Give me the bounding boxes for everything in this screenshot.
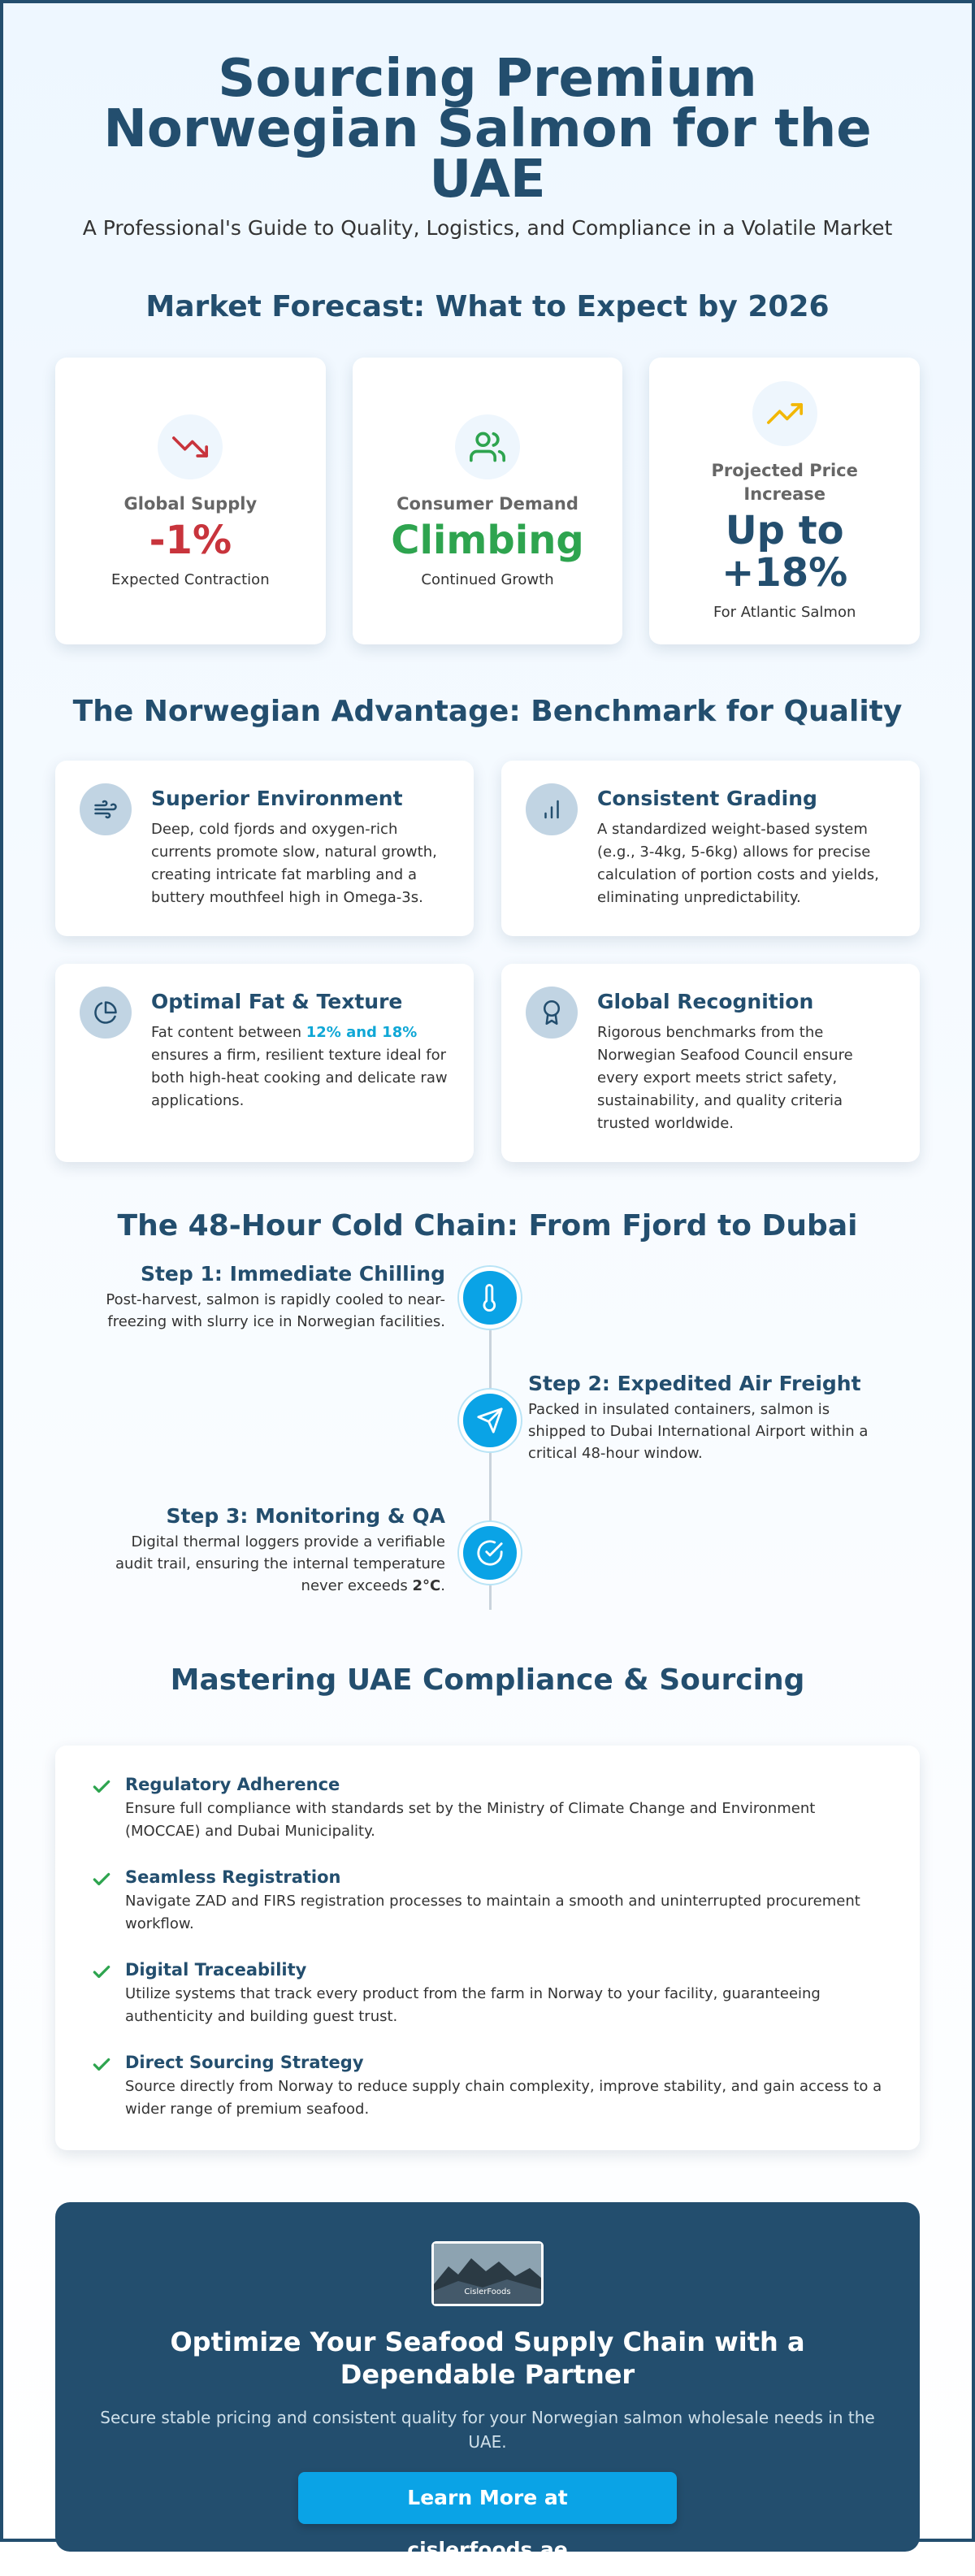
compliance-item xyxy=(91,1960,884,2028)
compliance-title: Direct Sourcing Strategy xyxy=(125,2053,364,2072)
step-desc: Post-harvest, salmon is rapidly cooled to near-freezing with slurry ice in Norwegian facilities. xyxy=(106,1291,445,1330)
check-circle-icon xyxy=(459,1522,521,1584)
forecast-cards xyxy=(3,358,972,644)
advantage-card-environment xyxy=(55,761,474,936)
coldchain-section-title: The 48-Hour Cold Chain: From Fjord to Dubai xyxy=(117,1209,858,1242)
step-desc xyxy=(96,1531,445,1597)
logo-text: CislerFoods xyxy=(464,2288,511,2296)
award-icon xyxy=(526,987,578,1039)
advantage-title: Global Recognition xyxy=(597,990,814,1013)
pie-chart-icon xyxy=(80,987,132,1039)
check-icon xyxy=(91,1960,125,2028)
step-title: Step 1: Immediate Chilling xyxy=(140,1262,445,1286)
advantage-title: Consistent Grading xyxy=(597,787,817,810)
compliance-desc: Source directly from Norway to reduce supply chain complexity, improve stability, and gain access to a wider range of premium seafood. xyxy=(125,2078,882,2118)
send-icon xyxy=(459,1390,521,1451)
advantage-title: Optimal Fat & Texture xyxy=(151,990,403,1013)
advantage-desc: A standardized weight-based system (e.g., 3-4kg, 5-6kg) allows for precise calculation of portion costs and yields, eliminating unpredictability. xyxy=(597,821,879,906)
forecast-card-demand xyxy=(353,358,623,644)
advantage-desc: Deep, cold fjords and oxygen-rich currents promote slow, natural growth, creating intricate fat marbling and a buttery mouthfeel high in Omega-3s. xyxy=(151,821,437,906)
advantage-grid xyxy=(3,761,972,1162)
forecast-value: Up to +18% xyxy=(722,508,848,596)
wind-icon xyxy=(80,783,132,835)
step-desc: Packed in insulated containers, salmon is shipped to Dubai International Airport within a critical 48-hour window. xyxy=(528,1401,869,1462)
timeline-step-2 xyxy=(528,1372,878,1464)
advantage-card-recognition xyxy=(501,964,920,1162)
forecast-caption: Continued Growth xyxy=(421,570,554,588)
compliance-desc: Navigate ZAD and FIRS registration processes to maintain a smooth and uninterrupted procurement workflow. xyxy=(125,1893,860,1932)
coldchain-timeline xyxy=(3,1262,972,1620)
compliance-item xyxy=(91,1867,884,1936)
page-subtitle: A Professional's Guide to Quality, Logistics, and Compliance in a Volatile Market xyxy=(82,216,893,240)
cta-banner xyxy=(55,2202,920,2561)
step-desc-part: Digital thermal loggers provide a verifiable audit trail, ensuring the internal temperature never exceeds xyxy=(115,1533,445,1594)
advantage-desc-part: Fat content between xyxy=(151,1024,306,1041)
thermometer-icon xyxy=(459,1267,521,1329)
compliance-title: Seamless Registration xyxy=(125,1867,341,1887)
compliance-title: Regulatory Adherence xyxy=(125,1775,340,1794)
advantage-card-grading xyxy=(501,761,920,936)
forecast-label: Consumer Demand xyxy=(396,493,578,514)
step-title: Step 3: Monitoring & QA xyxy=(166,1504,445,1528)
timeline-step-1 xyxy=(96,1262,445,1333)
learn-more-button[interactable]: Learn More at cislerfoods.ae xyxy=(298,2472,677,2524)
fat-percentage-highlight: 12% and 18% xyxy=(306,1024,418,1041)
page-title: Sourcing Premium Norwegian Salmon for the UAE xyxy=(103,49,872,210)
advantage-section-title: The Norwegian Advantage: Benchmark for Quality xyxy=(72,695,903,728)
advantage-card-fat-texture xyxy=(55,964,474,1162)
forecast-card-price xyxy=(649,358,920,644)
compliance-desc: Utilize systems that track every product from the farm in Norway to your facility, guaranteeing authenticity and building guest trust. xyxy=(125,1985,821,2025)
cta-subtitle: Secure stable pricing and consistent quality for your Norwegian salmon wholesale needs in the UAE. xyxy=(100,2408,875,2452)
users-icon xyxy=(455,414,520,479)
compliance-card xyxy=(55,1746,920,2150)
compliance-section-title: Mastering UAE Compliance & Sourcing xyxy=(170,1663,805,1697)
compliance-item xyxy=(91,2053,884,2121)
forecast-caption: For Atlantic Salmon xyxy=(713,604,856,621)
advantage-desc-part: ensures a firm, resilient texture ideal for both high-heat cooking and delicate raw applications. xyxy=(151,1047,448,1109)
timeline-step-3 xyxy=(96,1504,445,1597)
cislerfoods-logo xyxy=(431,2241,544,2306)
step-title: Step 2: Expedited Air Freight xyxy=(528,1372,861,1395)
step-desc-part: . xyxy=(440,1577,445,1594)
compliance-desc: Ensure full compliance with standards set by the Ministry of Climate Change and Environment (MOCCAE) and Dubai Municipality. xyxy=(125,1800,816,1840)
forecast-card-supply xyxy=(55,358,326,644)
check-icon xyxy=(91,2053,125,2121)
max-temperature: 2°C xyxy=(412,1577,441,1594)
advantage-desc: Rigorous benchmarks from the Norwegian Seafood Council ensure every export meets strict safety, sustainability, and quality criteria trusted worldwide. xyxy=(597,1024,853,1132)
forecast-value: -1% xyxy=(149,517,232,563)
compliance-title: Digital Traceability xyxy=(125,1960,307,1980)
forecast-section-title: Market Forecast: What to Expect by 2026 xyxy=(145,290,830,323)
trending-down-icon xyxy=(158,414,223,479)
check-icon xyxy=(91,1867,125,1936)
trending-up-icon xyxy=(752,381,817,446)
forecast-label: Global Supply xyxy=(124,493,258,514)
compliance-item xyxy=(91,1775,884,1843)
forecast-value: Climbing xyxy=(391,517,584,563)
check-icon xyxy=(91,1775,125,1843)
forecast-label: Projected Price Increase xyxy=(711,461,858,504)
forecast-caption: Expected Contraction xyxy=(111,570,270,588)
bar-chart-icon xyxy=(526,783,578,835)
cta-title: Optimize Your Seafood Supply Chain with a Dependable Partner xyxy=(170,2327,805,2390)
advantage-title: Superior Environment xyxy=(151,787,403,810)
advantage-desc xyxy=(151,1021,449,1112)
